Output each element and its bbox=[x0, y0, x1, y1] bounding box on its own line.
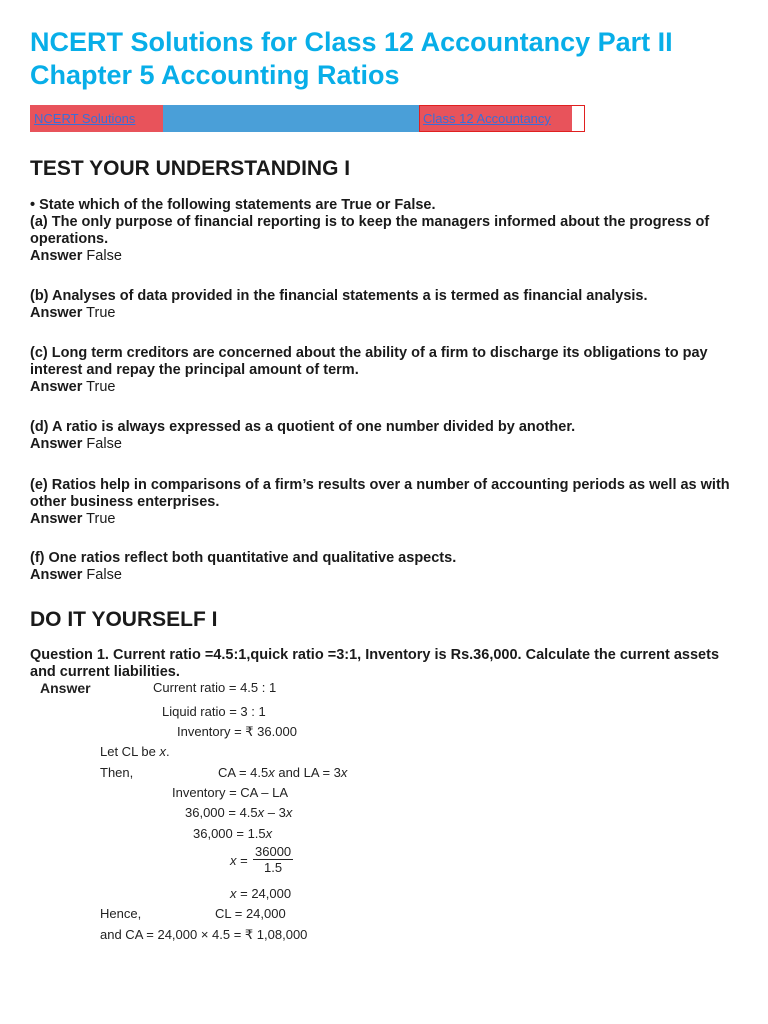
working-answer-label: Answer bbox=[40, 680, 91, 696]
question-statement: (b) Analyses of data provided in the financial statements a is termed as financial analysis. bbox=[30, 288, 648, 304]
breadcrumb-bar bbox=[30, 105, 585, 132]
question-item-f bbox=[30, 550, 742, 584]
question-item-d bbox=[30, 419, 742, 453]
working-line: x = 24,000 bbox=[230, 886, 292, 901]
question-item-a bbox=[30, 214, 742, 265]
question-item-c bbox=[30, 345, 742, 396]
answer-label: Answer bbox=[30, 379, 83, 395]
section-heading-test-understanding: TEST YOUR UNDERSTANDING I bbox=[30, 157, 351, 180]
working-line: Hence, bbox=[100, 906, 142, 921]
question-statement: (a) The only purpose of financial reporting is to keep the managers informed about the progress of operations. bbox=[30, 214, 710, 247]
answer-label: Answer bbox=[30, 305, 83, 321]
question-statement: (c) Long term creditors are concerned about the ability of a firm to discharge its obligations to pay interest and repay the principal amount of term. bbox=[30, 345, 708, 378]
answer-label: Answer bbox=[30, 248, 83, 264]
answer-label: Answer bbox=[30, 511, 83, 527]
answer-value: True bbox=[86, 511, 116, 527]
working-line: CL = 24,000 bbox=[215, 906, 286, 921]
fraction-numerator: 36000 bbox=[255, 844, 292, 859]
answer-value: False bbox=[86, 567, 122, 583]
working-line: Current ratio = 4.5 : 1 bbox=[153, 680, 277, 695]
nav-link-class-12-accountancy[interactable]: Class 12 Accountancy bbox=[419, 105, 572, 132]
answer-value: False bbox=[86, 248, 122, 264]
intro-statement: • State which of the following statements are True or False. bbox=[30, 197, 436, 213]
question-statement: (e) Ratios help in comparisons of a firm’s results over a number of accounting periods as well as with other business enterprises. bbox=[30, 477, 730, 510]
answer-value: False bbox=[86, 436, 122, 452]
working-line: Liquid ratio = 3 : 1 bbox=[162, 704, 266, 719]
fraction-denominator: 1.5 bbox=[264, 860, 283, 875]
question-statement: (d) A ratio is always expressed as a quotient of one number divided by another. bbox=[30, 419, 576, 435]
question-item-e bbox=[30, 477, 742, 528]
working-line: 36,000 = 1.5x bbox=[193, 826, 273, 841]
nav-link-outline bbox=[419, 105, 585, 132]
working-line: Inventory = CA – LA bbox=[172, 785, 288, 800]
nav-link-ncert-solutions[interactable]: NCERT Solutions bbox=[30, 105, 163, 132]
intro-text bbox=[30, 197, 742, 214]
question-item-b bbox=[30, 288, 742, 322]
nav-separator-bar bbox=[163, 105, 419, 132]
working-line: and CA = 24,000 × 4.5 = ₹ 1,08,000 bbox=[100, 927, 308, 942]
question-statement: Question 1. Current ratio =4.5:1,quick ratio =3:1, Inventory is Rs.36,000. Calculate the current assets and current liabilities. bbox=[30, 647, 720, 680]
working-line: Inventory = ₹ 36.000 bbox=[177, 724, 297, 739]
section-heading-do-it-yourself: DO IT YOURSELF I bbox=[30, 608, 218, 631]
question-statement: (f) One ratios reflect both quantitative and qualitative aspects. bbox=[30, 550, 457, 566]
answer-label: Answer bbox=[30, 436, 83, 452]
document-page bbox=[30, 0, 742, 942]
answer-label: Answer bbox=[30, 567, 83, 583]
working-line: 36,000 = 4.5x – 3x bbox=[185, 805, 293, 820]
working-line: Then, bbox=[100, 765, 134, 780]
answer-value: True bbox=[86, 379, 116, 395]
answer-working bbox=[40, 678, 420, 948]
fraction bbox=[253, 844, 293, 875]
working-line: CA = 4.5x and LA = 3x bbox=[218, 765, 348, 780]
working-line: x = bbox=[230, 853, 248, 868]
answer-value: True bbox=[86, 305, 116, 321]
working-line: Let CL be x. bbox=[100, 744, 170, 759]
page-title: NCERT Solutions for Class 12 Accountancy Part II Chapter 5 Accounting Ratios bbox=[30, 27, 673, 90]
question-1 bbox=[30, 647, 742, 681]
